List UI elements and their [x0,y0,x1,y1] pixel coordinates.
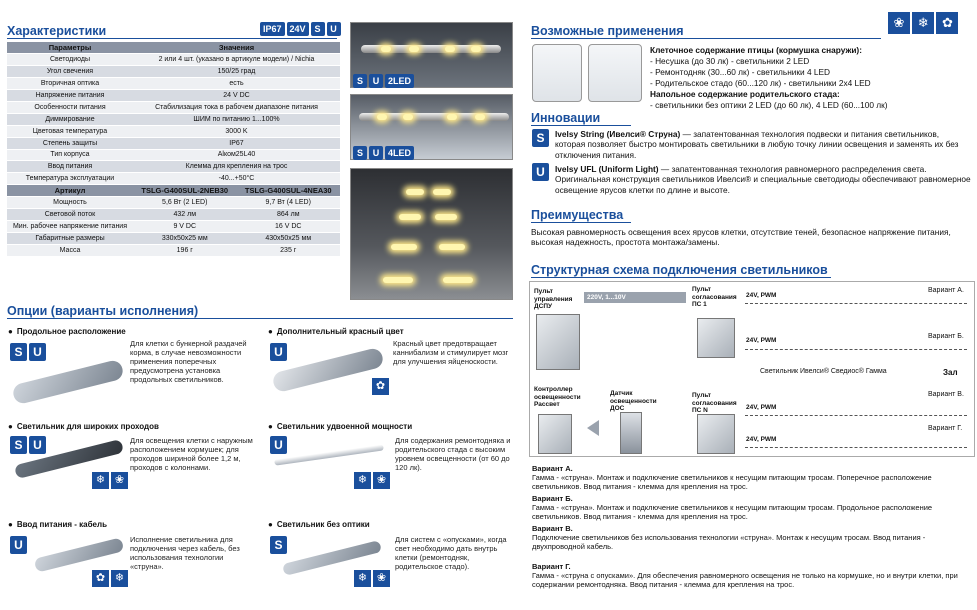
feed-icon: ✿ [372,378,389,395]
bird-icon: ❄ [92,472,109,489]
photo-barn [350,168,513,300]
pwm-label: 24V, PWM [746,404,777,411]
table-row [7,161,340,173]
option-text: Красный цвет предотвращает каннибализм и стимулирует мозг для улучшения яйценоскости. [393,339,509,366]
specs-title: Характеристики [7,24,337,39]
value: 430x50x25 мм [237,232,341,244]
option-title: ● Светильник удвоенной мощности [268,422,412,431]
param: Диммирование [7,113,133,125]
feed-icon: ✿ [92,570,109,587]
param: Мин. рабочее напряжение питания [7,220,133,232]
voltage-arrow: 220V, 1...10V [584,292,686,303]
value: 16 V DC [237,220,341,232]
pwm-label: 24V, PWM [746,337,777,344]
ps1-label: Пульт согласования ПС 1 [690,284,734,311]
table-row [7,197,340,209]
advantages-title: Преимущества [531,208,631,223]
badge-ip67: IP67 [260,22,285,36]
value: 5,6 Вт (2 LED) [133,197,237,209]
variant-text: Гамма - «струна». Монтаж и подключение светильников к несущим питающим тросам. Поперечное расположение светильников. Ввод питания - клемма для крепления на трос. [532,473,932,491]
badge-u: U [10,536,27,554]
badge-u: U [327,22,341,36]
variant-item [532,464,972,491]
option-title: ● Продольное расположение [8,327,126,336]
badge-s: S [532,129,549,147]
option-image [274,444,384,465]
badge-2led: 2LED [385,74,414,88]
table-row [7,125,340,137]
badge-s: S [311,22,325,36]
applications-title: Возможные применения [531,24,881,39]
chick-icon: ❀ [373,570,390,587]
table-row [7,78,340,90]
innovations-title: Инновации [531,111,631,126]
cage-diagram-2 [588,44,642,102]
innovation-name: Ivelsy String (Ивелси® Струна) [555,129,681,139]
param: Тип корпуса [7,149,133,161]
variant-b-label: Вариант Б. [928,333,964,340]
param: Вторичная оптика [7,78,133,90]
table-row [7,173,340,185]
article-model-2: TSLG-G400SUL-2NEB30 [133,185,237,197]
option-title: ● Светильник без оптики [268,520,370,529]
param: Угол свечения [7,66,133,78]
feed-icon: ✿ [936,12,958,34]
param: Светодиоды [7,54,133,66]
param: Ввод питания [7,161,133,173]
variant-title: Вариант Б. [532,494,573,503]
value: Клемма для крепления на трос [133,161,340,173]
wire-line [745,447,967,448]
param: Мощность [7,197,133,209]
value: 9 V DC [133,220,237,232]
ps1-panel [697,318,735,358]
label-4led [353,146,416,160]
option-text: Для клетки с бункерной раздачей корма, в случае невозможности применения поперечных предусмотрена установка продольных светильников. [130,339,247,384]
badge-u: U [29,436,46,454]
value: 432 лм [133,208,237,220]
innovation-desc: — запатентованная технология равномерного распределения света. Оригинальная конструкция светильников Ивелси® и специальные светодиоды обеспечивают равномерное освещение ярусов клетки по длине и высоте. [555,164,971,195]
value: IP67 [133,137,340,149]
psn-label: Пульт согласования ПС N [690,390,734,417]
value: 864 лм [237,208,341,220]
param: Степень защиты [7,137,133,149]
chick-icon: ❀ [111,472,128,489]
badge-u: U [369,146,383,160]
pwm-label: 24V, PWM [746,436,777,443]
badge-u: U [532,163,549,181]
value: 235 г [237,244,341,256]
value: 2 или 4 шт. (указано в артикуле модели) / Nichia [133,54,340,66]
sensor-panel [620,412,642,454]
wire-line [745,415,967,416]
variant-text: Подключение светильников без использования технологии «струна». Монтаж к несущим тросам. Ввод питания - двухпроводной кабель. [532,533,926,551]
badge-u: U [369,74,383,88]
variant-title: Вариант В. [532,524,573,533]
controller-panel [538,414,572,454]
wire-line [745,349,967,350]
param: Цветовая температура [7,125,133,137]
option-title: ● Ввод питания - кабель [8,520,107,529]
applications-heading: Клеточное содержание птицы (кормушка снаружи): [650,45,862,55]
bird-icon: ❄ [111,570,128,587]
table-row [7,137,340,149]
table-row [7,66,340,78]
value: 9,7 Вт (4 LED) [237,197,341,209]
badge-u: U [270,343,287,361]
cage-diagram-1 [532,44,582,102]
option-text: Для систем с «опусками», когда свет необходимо дать внутрь клетки (ремонтодняк, родительское стадо). [395,535,507,571]
value: ШИМ по питанию 1...100% [133,113,340,125]
variant-g-label: Вариант Г. [928,425,963,432]
table-row [7,220,340,232]
table-row [7,244,340,256]
value: 150/25 град [133,66,340,78]
param: Габаритные размеры [7,232,133,244]
option-text: Исполнение светильника для подключения через кабель, без использования технологии «струна». [130,535,240,571]
article-model-4: TSLG-G400SUL-4NEA30 [237,185,341,197]
option-title: ● Дополнительный красный цвет [268,327,404,336]
value: Стабилизация тока в рабочем диапазоне питания [133,101,340,113]
table-row [7,208,340,220]
table-row [7,101,340,113]
scheme-title: Структурная схема подключения светильников [531,263,831,278]
option-text: Для содержания ремонтодняка и родительского стада с высоким уровнем освещенности (от 60 до 120 лк). [395,436,511,472]
value: -40...+50°C [133,173,340,185]
param: Особенности питания [7,101,133,113]
variant-text: Гамма - «струна». Монтаж и подключение светильников к несущим питающим тросам. Продольное расположение светильников. Ввод питания - клемма для крепления на трос. [532,503,933,521]
pwm-label: 24V, PWM [746,292,777,299]
bird-icon: ❄ [354,570,371,587]
option-image [34,537,125,572]
bird-icon: ❄ [912,12,934,34]
wire-line [745,303,967,304]
table-row [7,232,340,244]
variant-v-label: Вариант В. [928,391,964,398]
param: Напряжение питания [7,90,133,102]
controller-label: Контроллер освещенности Рассвет [532,384,582,411]
innovation-text [555,164,971,195]
value: Alком25L40 [133,149,340,161]
value: 330x50x25 мм [133,232,237,244]
sensor-label: Датчик освещенности ДОС [608,388,658,415]
option-image [11,359,125,406]
innovation-desc: — запатентованная технология подвески и питания светильников, которая позволяет быстро монтировать светильники в любую точку линии освещения и заменять их без отключения питания. [555,129,959,160]
applications-line: - Несушка (до 30 лк) - светильники 2 LED [650,56,810,66]
param: Световой поток [7,208,133,220]
lamp-label: Светильник Ивелси® Сведиос® Гамма [760,368,887,375]
specs-header-value: Значения [133,42,340,54]
variant-text: Гамма - «струна с опусками». Для обеспечения равномерного освещения не только на кормушке, но и внутри клетки, при содержании ремонтодняка. Ввод питания - клемма для крепления на трос. [532,571,958,589]
badge-s: S [10,436,27,454]
option-title: ● Светильник для широких проходов [8,422,159,431]
bird-icon: ❄ [354,472,371,489]
badge-s: S [270,536,287,554]
badge-s: S [10,343,27,361]
badge-s: S [353,74,367,88]
application-icons [888,12,958,34]
table-row [7,90,340,102]
advantages-text: Высокая равномерность освещения всех ярусов клетки, отсутствие теней, безопасное напряжение питания, высокая надежность, простота монтажа/замены. [531,227,951,248]
chick-icon: ❀ [373,472,390,489]
specs-table [7,42,340,257]
specs-badges [260,22,343,36]
value: есть [133,78,340,90]
applications-line: - Ремонтодняк (30...60 лк) - светильники 4 LED [650,67,831,77]
badge-4led: 4LED [385,146,414,160]
arrow-left-icon [587,420,599,436]
innovation-name: Ivelsy UFL (Uniform Light) [555,164,659,174]
value: 196 г [133,244,237,256]
dspu-label: Пульт управления ДСПУ [532,286,586,313]
table-row [7,149,340,161]
variant-item [532,562,972,589]
variant-item [532,494,972,521]
option-text: Для освещения клетки с наружным расположением кормушек; для проходов шириной более 1,2 м, проходов с колоннами. [130,436,253,472]
applications-line: - Родительское стадо (60...120 лк) - светильники 2х4 LED [650,78,871,88]
value: 3000 K [133,125,340,137]
badge-u: U [270,436,287,454]
dspu-panel [536,314,580,370]
param: Температура эксплуатации [7,173,133,185]
options-title: Опции (варианты исполнения) [7,304,513,319]
badge-s: S [353,146,367,160]
article-header: Артикул [7,185,133,197]
badge-24v: 24V [287,22,309,36]
innovation-text [555,129,971,160]
variant-item [532,524,972,551]
variant-title: Вариант Г. [532,562,571,571]
table-row [7,54,340,66]
badge-u: U [29,343,46,361]
applications-line: - светильники без оптики 2 LED (до 60 лк), 4 LED (60...100 лк) [650,100,888,110]
variant-a-label: Вариант А. [928,287,964,294]
hall-label: Зал [943,368,958,377]
psn-panel [697,414,735,454]
table-row [7,113,340,125]
value: 24 V DC [133,90,340,102]
variant-title: Вариант А. [532,464,573,473]
label-2led [353,74,416,88]
param: Масса [7,244,133,256]
chick-icon: ❀ [888,12,910,34]
applications-heading-2: Напольное содержание родительского стада: [650,89,840,99]
specs-header-param: Параметры [7,42,133,54]
